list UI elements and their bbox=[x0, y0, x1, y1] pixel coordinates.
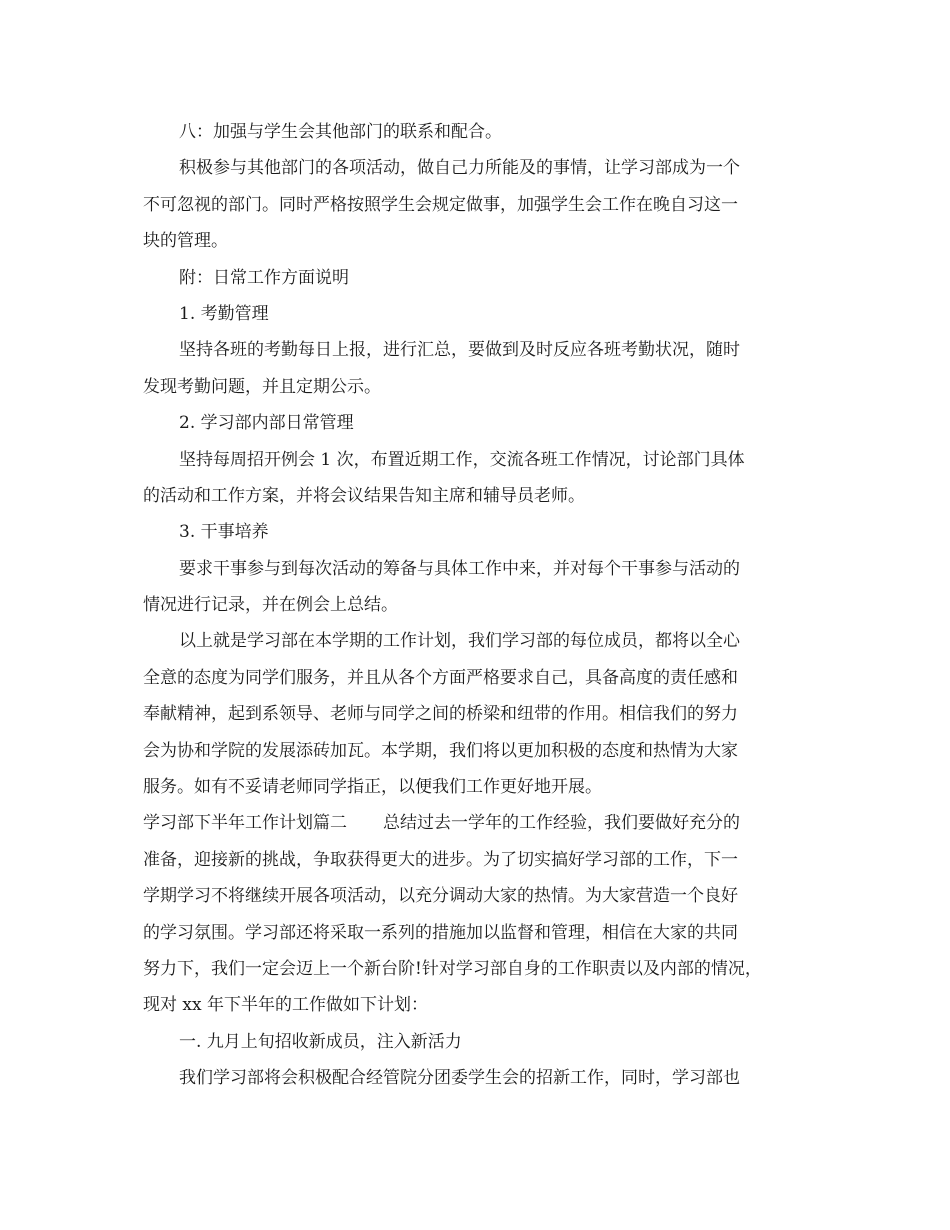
text-line: 现对 xx 年下半年的工作做如下计划： bbox=[143, 995, 428, 1016]
text-line: 坚持各班的考勤每日上报，进行汇总，要做到及时反应各班考勤状况，随时 bbox=[179, 340, 740, 361]
section-title-continuation: 总结过去一学年的工作经验，我们要做好充分的 bbox=[383, 813, 740, 834]
text-line: 坚持每周招开例会 1 次，布置近期工作，交流各班工作情况，讨论部门具体 bbox=[179, 449, 745, 470]
text-line: 要求干事参与到每次活动的筹备与具体工作中来，并对每个干事参与活动的 bbox=[179, 558, 740, 579]
section-heading: 一. 九月上旬招收新成员，注入新活力 bbox=[179, 1031, 462, 1052]
text-line: 积极参与其他部门的各项活动，做自己力所能及的事情，让学习部成为一个 bbox=[179, 158, 740, 179]
section-heading: 3. 干事培养 bbox=[179, 522, 269, 543]
text-line: 不可忽视的部门。同时严格按照学生会规定做事，加强学生会工作在晚自习这一 bbox=[143, 194, 738, 215]
section-title: 学习部下半年工作计划篇二 bbox=[143, 813, 347, 834]
text-line: 发现考勤问题，并且定期公示。 bbox=[143, 376, 381, 397]
text-line: 努力下，我们一定会迈上一个新台阶!针对学习部自身的工作职责以及内部的情况， bbox=[143, 958, 762, 979]
text-line: 我们学习部将会积极配合经管院分团委学生会的招新工作，同时，学习部也 bbox=[179, 1068, 740, 1089]
text-line: 服务。如有不妥请老师同学指正，以便我们工作更好地开展。 bbox=[143, 777, 602, 798]
text-line: 情况进行记录，并在例会上总结。 bbox=[143, 595, 398, 616]
section-heading: 1. 考勤管理 bbox=[179, 303, 269, 324]
text-line: 附：日常工作方面说明 bbox=[179, 267, 349, 288]
text-line: 学期学习不将继续开展各项活动，以充分调动大家的热情。为大家营造一个良好 bbox=[143, 886, 738, 907]
text-line: 的学习氛围。学习部还将采取一系列的措施加以监督和管理，相信在大家的共同 bbox=[143, 922, 738, 943]
section-title-line bbox=[143, 805, 803, 841]
section-heading: 2. 学习部内部日常管理 bbox=[179, 413, 354, 434]
text-line: 以上就是学习部在本学期的工作计划，我们学习部的每位成员，都将以全心 bbox=[179, 631, 740, 652]
text-line: 全意的态度为同学们服务，并且从各个方面严格要求自己，具备高度的责任感和 bbox=[143, 667, 738, 688]
document-body bbox=[143, 114, 803, 1097]
text-line: 的活动和工作方案，并将会议结果告知主席和辅导员老师。 bbox=[143, 485, 585, 506]
text-line: 准备，迎接新的挑战，争取获得更大的进步。为了切实搞好学习部的工作，下一 bbox=[143, 849, 738, 870]
text-line: 块的管理。 bbox=[143, 231, 228, 252]
text-line: 会为协和学院的发展添砖加瓦。本学期，我们将以更加积极的态度和热情为大家 bbox=[143, 740, 738, 761]
text-line: 八：加强与学生会其他部门的联系和配合。 bbox=[179, 122, 502, 142]
text-line: 奉献精神，起到系领导、老师与同学之间的桥梁和纽带的作用。相信我们的努力 bbox=[143, 704, 738, 725]
